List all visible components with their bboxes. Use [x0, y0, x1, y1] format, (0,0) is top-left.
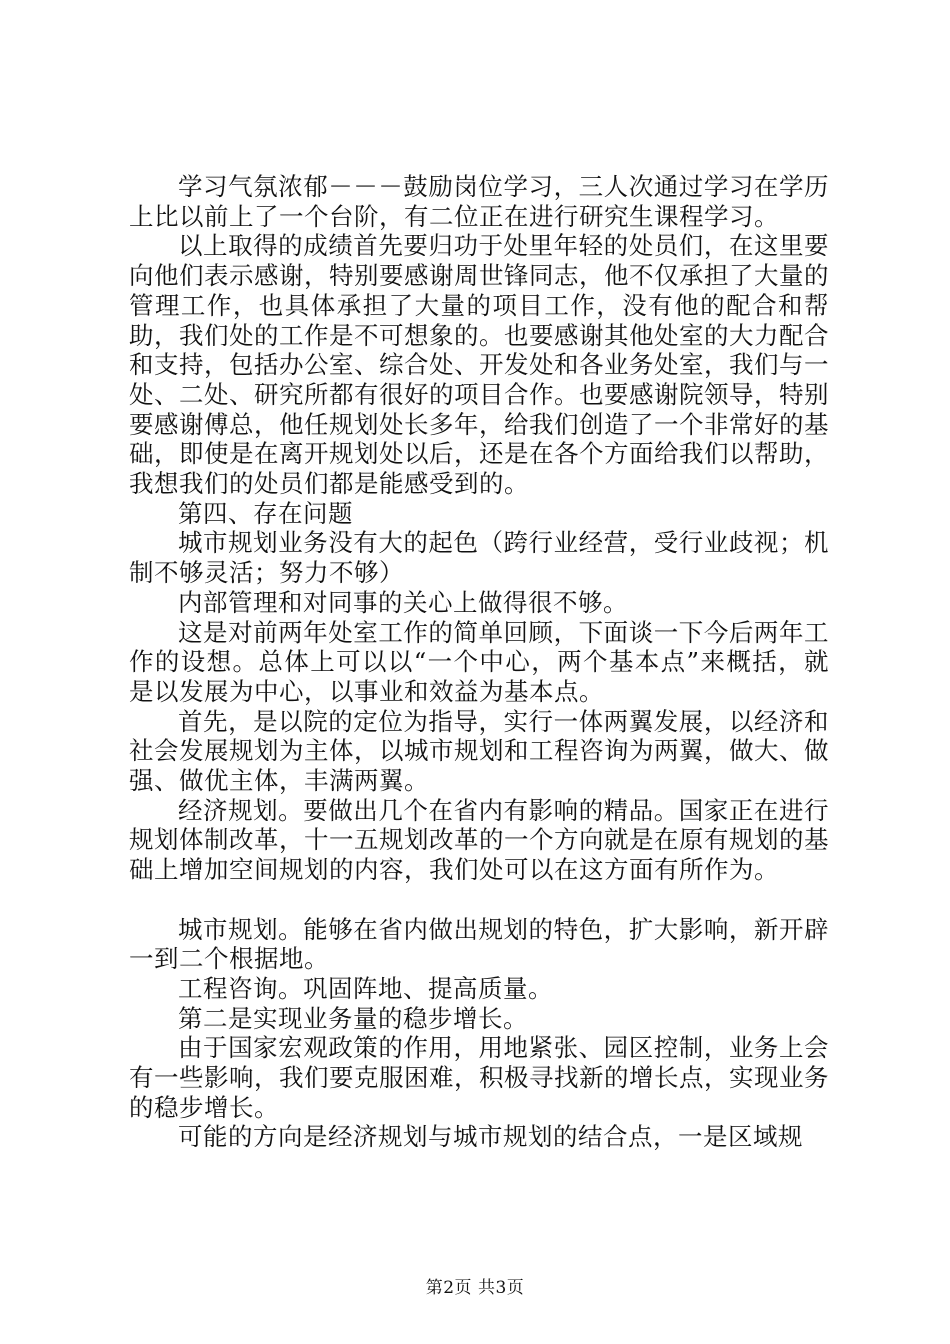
paragraph-policy-impact: 由于国家宏观政策的作用，用地紧张、园区控制，业务上会有一些影响，我们要克服困难，积极寻找新的增长点，实现业务的稳步增长。 — [129, 1033, 829, 1122]
paragraph-engineering-consulting: 工程咨询。巩固阵地、提高质量。 — [178, 973, 553, 1003]
paragraph-urban-planning-issue: 城市规划业务没有大的起色（跨行业经营，受行业歧视；机制不够灵活；努力不够） — [129, 528, 829, 588]
document-body — [129, 172, 829, 1152]
paragraph-city-planning: 城市规划。能够在省内做出规划的特色，扩大影响，新开辟一到二个根据地。 — [129, 914, 829, 974]
paragraph-first-positioning: 首先，是以院的定位为指导，实行一体两翼发展，以经济和社会发展规划为主体，以城市规划和工程咨询为两翼，做大、做强、做优主体，丰满两翼。 — [129, 706, 829, 796]
paragraph-internal-management: 内部管理和对同事的关心上做得很不够。 — [178, 587, 628, 617]
paragraph-economic-planning: 经济规划。要做出几个在省内有影响的精品。国家正在进行规划体制改革，十一五规划改革的一个方向就是在原有规划的基础上增加空间规划的内容，我们处可以在这方面有所作为。 — [129, 795, 829, 885]
section-heading-problems: 第四、存在问题 — [178, 498, 353, 528]
page-number-footer: 第2页 共3页 — [425, 1278, 525, 1298]
paragraph-study-atmosphere: 学习气氛浓郁－－－鼓励岗位学习，三人次通过学习在学历上比以前上了一个台阶，有二位正在进行研究生课程学习。 — [129, 172, 829, 231]
paragraph-second-growth: 第二是实现业务量的稳步增长。 — [178, 1003, 528, 1033]
paragraph-review-summary: 这是对前两年处室工作的简单回顾，下面谈一下今后两年工作的设想。总体上可以以“一个中心，两个基本点”来概括，就是以发展为中心，以事业和效益为基本点。 — [129, 617, 829, 706]
paragraph-possible-direction: 可能的方向是经济规划与城市规划的结合点，一是区域规 — [178, 1122, 803, 1152]
paragraph-acknowledgements: 以上取得的成绩首先要归功于处里年轻的处员们，在这里要向他们表示感谢，特别要感谢周世锋同志，他不仅承担了大量的管理工作，也具体承担了大量的项目工作，没有他的配合和帮助，我们处的工作是不可想象的。也要感谢其他处室的大力配合和支持，包括办公室、综合处、开发处和各业务处室，我们与一处、二处、研究所都有很好的项目合作。也要感谢院领导，特别要感谢傅总，他任规划处长多年，给我们创造了一个非常好的基础，即使是在离开规划处以后，还是在各个方面给我们以帮助，我想我们的处员们都是能感受到的。 — [129, 231, 829, 499]
paragraph-spacer — [129, 885, 829, 915]
